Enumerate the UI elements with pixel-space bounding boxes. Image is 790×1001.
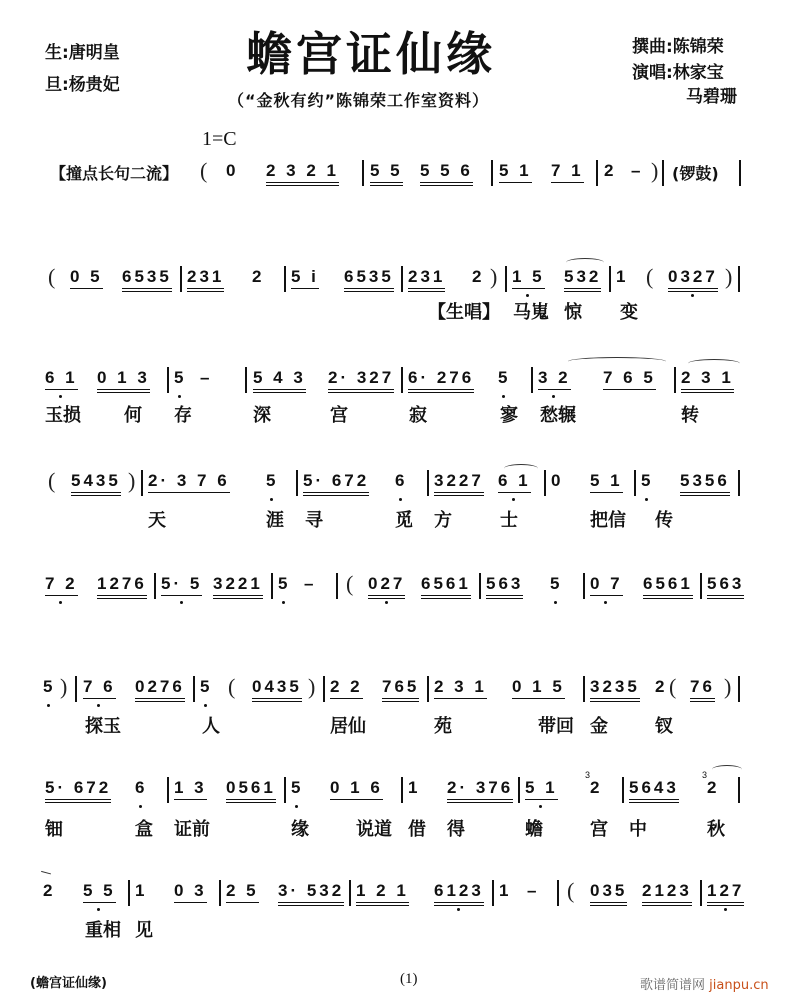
note-group: 6535	[122, 266, 172, 292]
score-line-7	[0, 770, 790, 840]
note-group: 1	[499, 881, 512, 900]
barline	[271, 573, 273, 599]
barline	[634, 470, 636, 496]
note-group: 5	[641, 471, 654, 490]
note-group: 3235	[590, 676, 640, 702]
note-group: 2· 376	[447, 777, 513, 803]
lyric: 中	[629, 819, 647, 840]
footer-title: (蟾宫证仙缘)	[30, 976, 107, 991]
key-signature: 1=C	[202, 128, 237, 150]
note-group: 5 1	[499, 160, 532, 183]
lyric: 金	[590, 716, 608, 737]
lyric: 盒	[135, 819, 153, 840]
note-group: 0 1 3	[97, 367, 150, 393]
note-group: 2· 3 7 6	[148, 470, 230, 493]
paren-close: )	[60, 674, 68, 699]
lyric: 把信	[590, 510, 626, 531]
note-group: 027	[368, 573, 405, 599]
lyric: 钗	[655, 716, 673, 737]
barline	[245, 367, 247, 393]
note-group: 2 3 2 1	[266, 160, 339, 186]
note-group: 5 4 3	[253, 367, 306, 393]
barline	[323, 676, 325, 702]
note-group: 0 5	[70, 266, 103, 289]
note-group: 3221	[213, 573, 263, 599]
note-group: 1	[616, 267, 629, 286]
lyric: 方	[434, 510, 452, 531]
lyric: 钿	[45, 819, 63, 840]
note-group: 5	[550, 574, 563, 593]
barline	[284, 777, 286, 803]
note-group: 5643	[629, 777, 679, 803]
note-group: 0276	[135, 676, 185, 702]
grace-note: 3	[702, 770, 708, 780]
page-subtitle: （“金秋有约”陈锦荣工作室资料）	[228, 91, 490, 110]
cast-role-sheng: 生:唐明皇	[45, 43, 120, 63]
page-title: 蟾宫证仙缘	[246, 27, 496, 81]
note-group: 532	[564, 266, 601, 292]
lyric: 证前	[174, 819, 210, 840]
barline	[738, 676, 740, 702]
note-group: 7 1	[551, 160, 584, 183]
note-group: 765	[382, 676, 419, 702]
note-group: 5 5 6	[420, 160, 473, 186]
lyric: 惊	[564, 302, 582, 323]
lyric: 探玉	[85, 716, 121, 737]
lyric: 愁辗	[540, 405, 576, 426]
note-group: 1 3	[174, 777, 207, 800]
barline	[479, 573, 481, 599]
note-group: 2	[590, 778, 603, 797]
barline	[609, 266, 611, 292]
lyric: 居仙	[330, 716, 366, 737]
note-group: 2	[43, 881, 56, 900]
dash-sustain: –	[527, 881, 540, 900]
paren-close: )	[490, 264, 498, 289]
score-line-4	[0, 470, 790, 530]
barline	[583, 573, 585, 599]
watermark[interactable]	[640, 974, 769, 993]
score-line-8	[0, 880, 790, 940]
note-group: 5	[43, 677, 56, 696]
dash-sustain: –	[200, 368, 213, 387]
note-group: 231	[408, 266, 445, 292]
barline	[219, 880, 221, 906]
lyric: 宫	[330, 405, 348, 426]
barline	[167, 367, 169, 393]
lyric: 缘	[291, 819, 309, 840]
lyric: 说道	[356, 819, 392, 840]
barline	[401, 777, 403, 803]
note-group: 2	[472, 267, 485, 286]
credit-composer: 撰曲:陈锦荣	[632, 37, 724, 57]
lyric: 传	[655, 510, 673, 531]
barline	[193, 676, 195, 702]
note-group: 2 3 1	[434, 676, 487, 699]
note-group: 76	[690, 676, 715, 702]
paren-close: )	[128, 468, 136, 493]
barline	[738, 266, 740, 292]
note-group: 1 2 1	[356, 880, 409, 906]
note-group: 6	[395, 471, 408, 490]
barline	[492, 880, 494, 906]
paren-close: )	[724, 674, 732, 699]
lyric: 宫	[590, 819, 608, 840]
note-group: 5	[174, 368, 187, 387]
note-group: 5· 672	[45, 777, 111, 803]
score-line-1	[0, 160, 790, 200]
lyric: 蟾	[525, 819, 543, 840]
paren-open: (	[669, 674, 677, 699]
note-group: 6561	[643, 573, 693, 599]
cast-role-dan: 旦:杨贵妃	[45, 75, 120, 95]
barline	[700, 880, 702, 906]
score-line-6	[0, 676, 790, 736]
note-group: 6· 276	[408, 367, 474, 393]
note-group: 0435	[252, 676, 302, 702]
barline	[557, 880, 559, 906]
note-group: 6 1	[498, 470, 531, 493]
note-group: 5 5	[83, 880, 116, 903]
slur	[568, 357, 666, 366]
lyric: 士	[500, 510, 518, 531]
note-group: 3· 532	[278, 880, 344, 906]
barline	[167, 777, 169, 803]
note-group: 1	[135, 881, 148, 900]
barline	[336, 573, 338, 599]
note-group: 0561	[226, 777, 276, 803]
note-group: 7 2	[45, 573, 78, 596]
lyric: 寻	[305, 510, 323, 531]
lyric: 变	[620, 302, 638, 323]
paren-open: (	[646, 264, 654, 289]
barline	[362, 160, 364, 186]
barline	[622, 777, 624, 803]
barline	[531, 367, 533, 393]
lyric: 存	[174, 405, 192, 426]
barline	[427, 470, 429, 496]
barline	[739, 160, 741, 186]
watermark-cn: 歌谱简谱网	[640, 978, 706, 993]
lyric: 深	[253, 405, 271, 426]
barline	[349, 880, 351, 906]
page-number: (1)	[400, 971, 418, 987]
lyric: 重相	[85, 920, 121, 941]
lyric: 见	[135, 920, 153, 941]
note-group: 0	[226, 161, 239, 180]
note-group: 6123	[434, 880, 484, 906]
lyric: 何	[124, 405, 142, 426]
barline	[180, 266, 182, 292]
lyric: 天	[148, 510, 166, 531]
lyric: 寥	[500, 405, 518, 426]
note-group: 2· 327	[328, 367, 394, 393]
paren-open: (	[346, 571, 354, 596]
barline	[128, 880, 130, 906]
lyric: 得	[447, 819, 465, 840]
dash-sustain: –	[631, 161, 644, 180]
watermark-url: jianpu.cn	[709, 978, 769, 993]
lyric: 寂	[409, 405, 427, 426]
note-group: 0	[551, 471, 564, 490]
score-line-3	[0, 367, 790, 427]
lyric: 玉损	[45, 405, 81, 426]
barline	[544, 470, 546, 496]
note-group: 5356	[680, 470, 730, 496]
credit-performer-2: 马碧珊	[686, 87, 737, 107]
role-marker: 【生唱】	[428, 302, 500, 323]
note-group: 5 5	[370, 160, 403, 186]
lyric: 涯	[266, 510, 284, 531]
note-group: 0 1 6	[330, 777, 383, 800]
note-group: 7 6	[83, 676, 116, 699]
note-group: 563	[707, 573, 744, 599]
note-group: 5 1	[590, 470, 623, 493]
barline	[505, 266, 507, 292]
note-group: 5· 672	[303, 470, 369, 496]
note-group: 0327	[668, 266, 718, 292]
grace-note: 3	[585, 770, 591, 780]
note-group: 5	[498, 368, 511, 387]
note-group: 2	[252, 267, 265, 286]
barline	[674, 367, 676, 393]
note-group: 6535	[344, 266, 394, 292]
note-group: 5	[200, 677, 213, 696]
note-group: 5435	[71, 470, 121, 496]
barline	[662, 160, 664, 186]
barline	[75, 676, 77, 702]
lyric: 人	[202, 716, 220, 737]
barline	[700, 573, 702, 599]
note-group: 6	[135, 778, 148, 797]
note-group: 2 2	[330, 676, 363, 699]
paren-open: (	[567, 878, 575, 903]
barline	[738, 777, 740, 803]
lyric: 带回	[538, 716, 574, 737]
note-group: 035	[590, 880, 627, 906]
note-group: 3227	[434, 470, 484, 496]
barline	[491, 160, 493, 186]
barline	[738, 470, 740, 496]
barline	[154, 573, 156, 599]
percussion-marker: (锣鼓)	[672, 164, 719, 183]
note-group: 563	[486, 573, 523, 599]
slur	[712, 765, 742, 774]
note-group: 5· 5	[161, 573, 202, 596]
note-group: 6 1	[45, 367, 78, 390]
paren-close: )	[651, 158, 659, 183]
note-group: 2	[707, 778, 720, 797]
barline	[141, 470, 143, 496]
score-line-5	[0, 573, 790, 613]
paren-close: )	[725, 264, 733, 289]
note-group: 2 5	[226, 880, 259, 903]
note-group: 0 7	[590, 573, 623, 596]
barline	[596, 160, 598, 186]
note-group: 1 5	[512, 266, 545, 289]
note-group: 6561	[421, 573, 471, 599]
note-group: 1	[408, 778, 421, 797]
barline	[284, 266, 286, 292]
lyric: 转	[681, 405, 699, 426]
paren-open: (	[228, 674, 236, 699]
credit-performer: 演唱:林家宝	[632, 63, 724, 83]
lyric: 借	[408, 819, 426, 840]
note-group: 2	[604, 161, 617, 180]
note-group: 7 6 5	[603, 367, 656, 390]
note-group: 231	[187, 266, 224, 292]
dash-sustain: –	[304, 574, 317, 593]
lyric: 苑	[434, 716, 452, 737]
barline	[583, 676, 585, 702]
note-group: 5	[291, 778, 304, 797]
paren-open: (	[48, 468, 56, 493]
note-group: 0 1 5	[512, 676, 565, 699]
note-group: 2 3 1	[681, 367, 734, 393]
lyric: 觅	[395, 510, 413, 531]
note-group: 127	[707, 880, 744, 906]
lyric: 秋	[707, 819, 725, 840]
paren-close: )	[308, 674, 316, 699]
note-group: 5	[266, 471, 279, 490]
barline	[401, 266, 403, 292]
lyric: 马嵬	[513, 302, 549, 323]
barline	[427, 676, 429, 702]
note-group: 0 3	[174, 880, 207, 903]
paren-open: (	[200, 158, 208, 183]
barline	[518, 777, 520, 803]
barline	[401, 367, 403, 393]
barline	[296, 470, 298, 496]
note-group: 2	[655, 677, 668, 696]
note-group: 5 1	[525, 777, 558, 800]
paren-open: (	[48, 264, 56, 289]
note-group: 5 i	[291, 266, 319, 289]
score-line-2	[0, 266, 790, 326]
note-group: 2123	[642, 880, 692, 906]
section-label: 【撞点长句二流】	[50, 164, 179, 183]
note-group: 3 2	[538, 367, 571, 390]
note-group: 1276	[97, 573, 147, 599]
note-group: 5	[278, 574, 291, 593]
